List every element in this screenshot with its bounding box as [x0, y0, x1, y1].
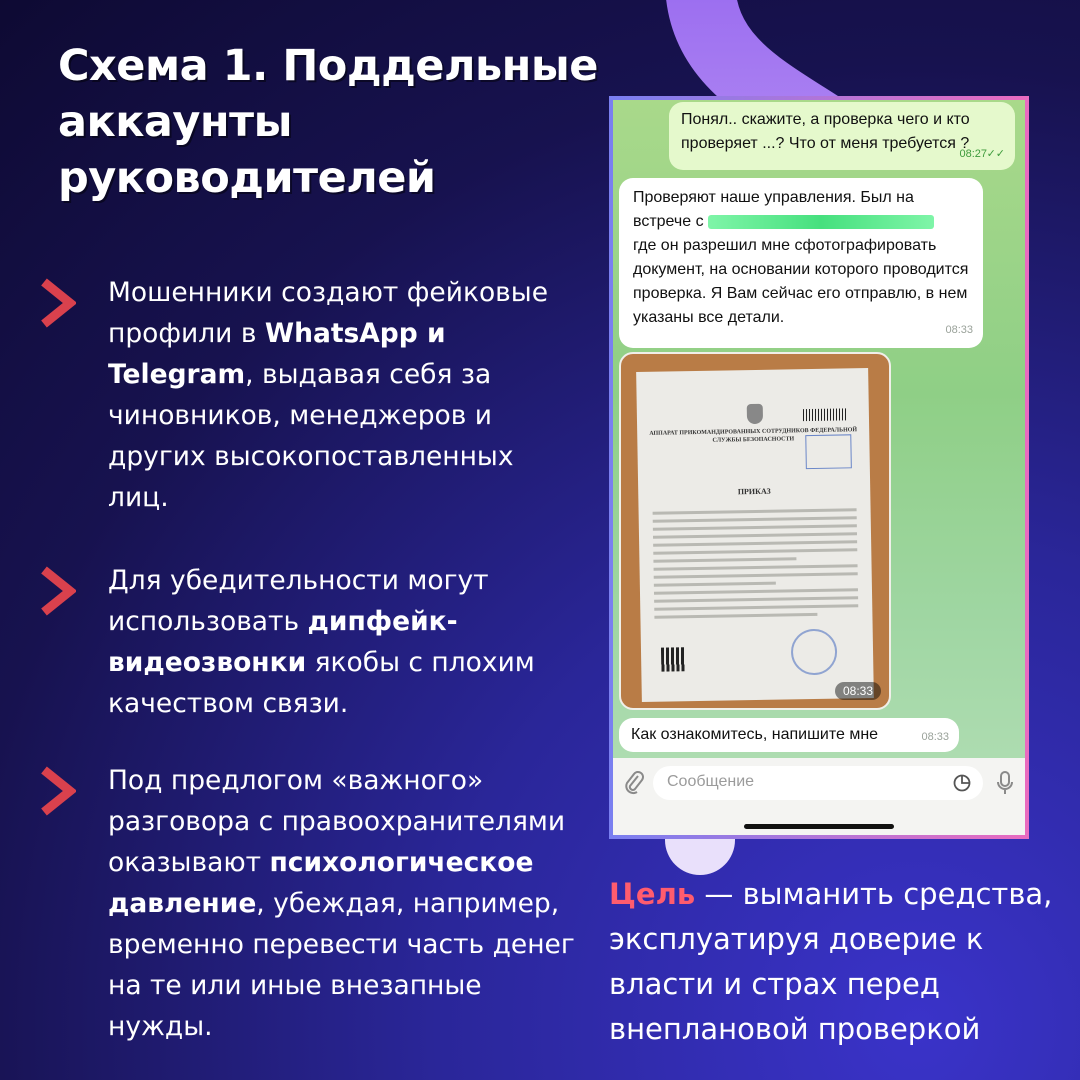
redacted-name — [708, 215, 934, 229]
incoming-message — [619, 718, 959, 752]
document-title: ПРИКАЗ — [737, 486, 771, 497]
message-time: 08:33 — [835, 682, 881, 700]
paperclip-icon[interactable] — [623, 770, 645, 796]
incoming-message — [619, 178, 983, 348]
message-input[interactable] — [653, 766, 983, 800]
bullet-text: Под предлогом «важного» разговора с правоохранителями оказывают психологическое давление, убеждая, например, временно перевести часть денег на те или иные внезапные нужды. — [108, 765, 575, 1042]
outgoing-message — [669, 102, 1015, 170]
message-time: 08:27 — [959, 148, 987, 160]
message-time: 08:33 — [945, 324, 973, 336]
document-paper — [636, 368, 874, 702]
message-time: 08:33 — [921, 731, 949, 743]
emblem-icon — [747, 404, 763, 424]
home-indicator[interactable] — [744, 824, 894, 829]
chevron-right-icon — [40, 566, 76, 616]
registration-stamp — [805, 434, 852, 469]
document-photo[interactable] — [619, 352, 891, 710]
sticker-icon[interactable] — [953, 774, 971, 792]
bullet-text: Мошенники создают фейковые профили в WhatsApp и Telegram, выдавая себя за чиновников, менеджеров и других высокопоставленных лиц. — [108, 277, 549, 513]
page-title: Схема 1. Поддельные аккаунты руководителей — [58, 41, 598, 203]
bullet-text: Для убедительности могут использовать дипфейк-видеозвонки якобы с плохим качеством связи. — [108, 565, 535, 719]
chevron-right-icon — [40, 766, 76, 816]
qr-code-icon — [661, 647, 685, 671]
barcode-icon — [803, 408, 847, 421]
message-input-bar — [613, 758, 1025, 808]
double-check-icon: ✓✓ — [986, 148, 1005, 160]
document-text-lines — [653, 508, 859, 632]
chevron-right-icon — [40, 278, 76, 328]
goal-statement — [609, 872, 1069, 1052]
input-placeholder: Сообщение — [667, 773, 755, 790]
message-text-part2: где он разрешил мне сфотографировать документ, на основании которого проводится проверка. Я Вам сейчас его отправлю, в нем указаны все детали. — [633, 237, 969, 326]
message-text: Понял.. скажите, а проверка чего и кто проверяет ...? Что от меня требуется ? — [681, 111, 970, 152]
microphone-icon[interactable] — [995, 770, 1015, 796]
goal-highlight: Цель — [609, 877, 696, 911]
chat-screenshot — [609, 96, 1029, 839]
message-text-part1: Проверяют наше управления. Был на встрече с — [633, 189, 914, 230]
goal-text: — выманить средства, эксплуатируя доверие к власти и страх перед внеплановой проверкой — [609, 877, 1053, 1046]
seal-stamp — [791, 629, 838, 676]
message-text: Как ознакомитесь, напишите мне — [631, 726, 879, 743]
document-header: АППАРАТ ПРИКОМАНДИРОВАННЫХ СОТРУДНИКОВ ФЕДЕРАЛЬНОЙ СЛУЖБЫ БЕЗОПАСНОСТИ — [649, 427, 858, 444]
